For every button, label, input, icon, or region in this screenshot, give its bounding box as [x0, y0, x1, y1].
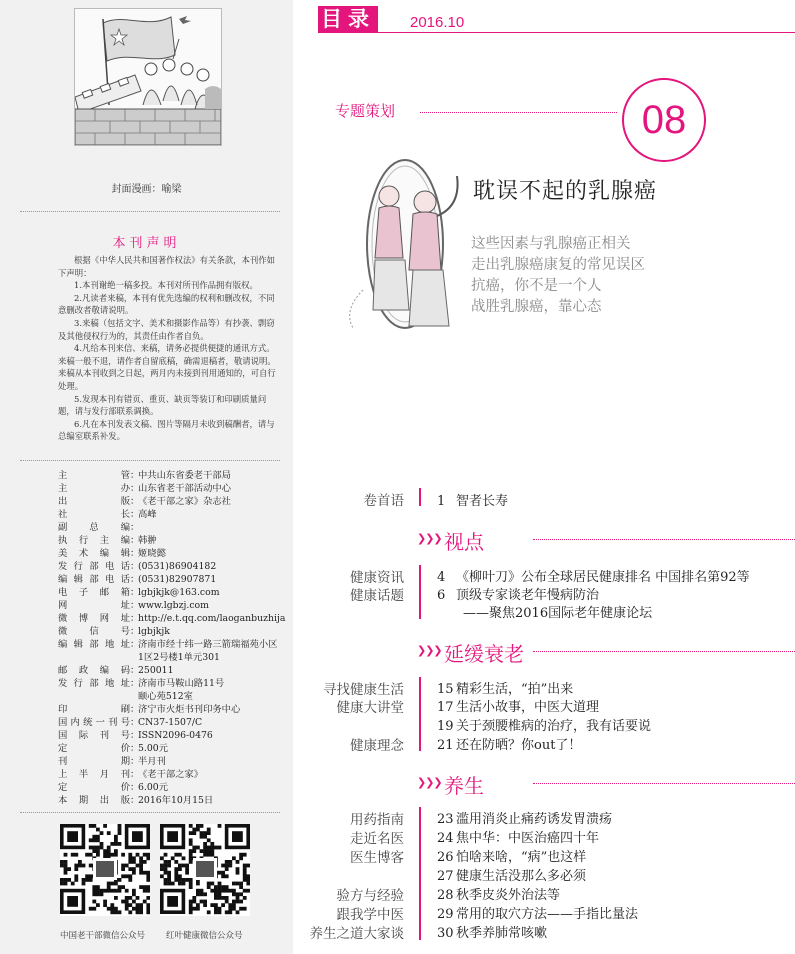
triple-chevron-icon: ❯❯❯	[417, 532, 442, 545]
entry-page: 24	[437, 831, 454, 846]
colophon-value: CN37-1507/C	[138, 717, 203, 728]
colophon-row	[58, 534, 290, 547]
colophon-row	[58, 573, 290, 586]
notice-paragraph: 6.凡在本刊发表文稿、图片等隔月未收到稿酬者，请与总编室联系补发。	[58, 418, 275, 442]
colophon-key: 社长	[58, 509, 130, 520]
toc-entry[interactable]	[437, 696, 599, 715]
triple-chevron-icon: ❯❯❯	[417, 776, 442, 789]
colophon-value: 250011	[138, 665, 174, 676]
cover-caption: 封面漫画：喻梁	[111, 184, 182, 195]
colophon-key: 定价	[58, 782, 130, 793]
feature-item[interactable]: 走出乳腺癌康复的常见误区	[471, 257, 645, 273]
feature-item[interactable]: 抗癌，你不是一个人	[471, 278, 602, 294]
colophon-value: (0531)82907871	[138, 574, 217, 585]
colophon-key: 电子邮箱	[58, 587, 130, 598]
colophon-key: 发行部地址	[58, 678, 130, 689]
feature-label: 专题策划	[335, 102, 396, 120]
colophon-row	[58, 495, 290, 508]
colophon-colon	[130, 690, 138, 703]
colophon-value: 姬晓懿	[138, 548, 166, 559]
section-name: 验方与经验	[336, 888, 404, 904]
colophon-row	[58, 768, 290, 781]
colophon-row	[58, 729, 290, 742]
colophon-colon: ：	[130, 730, 140, 741]
colophon-value: 中共山东省委老干部局	[138, 470, 231, 481]
qr-code-right	[160, 824, 250, 916]
entry-page: 15	[437, 682, 454, 697]
notice-paragraph: 4.凡给本刊来信、来稿，请务必提供便捷的通讯方式。来稿一般不退，请作者自留底稿，确需退稿者，敬请说明。来稿从本刊收到之日起，两月内未接到刊用通知的，可自行处理。	[58, 343, 276, 391]
colophon-value: 济宁市火炬书刊印务中心	[138, 704, 241, 715]
colophon-key: 主办	[58, 483, 130, 494]
entry-title: 秋季养肺常咳嗽	[456, 926, 548, 941]
toc-entry[interactable]	[437, 734, 581, 753]
toc-entry[interactable]	[437, 846, 586, 865]
colophon-colon: ：	[130, 535, 140, 546]
toc-title: 目录	[321, 7, 375, 31]
feature-item[interactable]: 战胜乳腺癌，靠心态	[471, 299, 602, 315]
qr-code-icon	[160, 824, 250, 916]
colophon-value: 济南市经十纬一路三箭瑞福苑小区	[138, 639, 278, 650]
colophon-key: 副总编	[58, 522, 130, 533]
colophon-key	[58, 690, 130, 703]
entry-title: 健康生活没那么多必须	[456, 869, 587, 884]
feature-rule	[420, 112, 617, 113]
colophon-value	[138, 521, 290, 534]
colophon-row	[58, 469, 290, 482]
colophon-value: 高峰	[138, 509, 157, 520]
colophon-value: 韩翀	[138, 535, 157, 546]
colophon-key: 发行部电话	[58, 561, 130, 572]
colophon-value: 《老干部之家》	[138, 769, 204, 780]
notice-paragraph: 2.凡读者来稿，本刊有优先选编的权利和删改权，不同意删改者敬请说明。	[58, 292, 275, 316]
colophon-colon: ：	[130, 756, 140, 767]
qr-caption-right: 红叶健康微信公众号	[166, 931, 243, 941]
heading-rule	[533, 539, 795, 540]
colophon-value: 《老干部之家》杂志社	[138, 496, 231, 507]
colophon-colon: ：	[130, 496, 140, 507]
toc-entry[interactable]	[437, 884, 560, 903]
colophon-colon: ：	[130, 509, 140, 520]
colophon-key: 微博网址	[58, 613, 130, 624]
colophon-row	[58, 690, 290, 703]
colophon-row	[58, 586, 290, 599]
colophon-row	[58, 664, 290, 677]
heading-text: 延缓衰老	[444, 642, 524, 666]
toc-entry[interactable]	[437, 922, 547, 941]
colophon-colon: ：	[130, 626, 140, 637]
entry-page: 4	[437, 570, 446, 585]
colophon-colon: ：	[130, 587, 140, 598]
colophon-value: lgbjkjk@163.com	[138, 587, 220, 598]
entry-title: 滥用消炎止痛药诱发胃溃疡	[456, 812, 613, 827]
left-column	[0, 0, 293, 954]
section-name: 跟我学中医	[336, 907, 404, 923]
colophon-row	[58, 547, 290, 560]
colophon-colon: ：	[130, 743, 140, 754]
feature-items	[471, 234, 645, 318]
toc-entry[interactable]	[437, 715, 651, 734]
section-bar	[419, 807, 421, 940]
entry-page: 27	[437, 869, 454, 884]
colophon-row	[58, 508, 290, 521]
feature-title[interactable]: 耽误不起的乳腺癌	[473, 179, 658, 204]
colophon	[58, 469, 290, 807]
header-rule	[318, 32, 795, 33]
section-bar	[419, 677, 421, 751]
colophon-row	[58, 612, 290, 625]
notice-title: 本刊声明	[112, 236, 181, 251]
colophon-value: 2016年10月15日	[138, 795, 214, 806]
colophon-row	[58, 716, 290, 729]
colophon-value: www.lgbzj.com	[138, 600, 209, 611]
colophon-colon: ：	[130, 639, 140, 650]
heading-rule	[533, 651, 795, 652]
colophon-value: 济南市马鞍山路11号	[138, 678, 225, 689]
heading-rule	[533, 783, 795, 784]
colophon-key: 微信号	[58, 626, 130, 637]
colophon-row	[58, 742, 290, 755]
notice-paragraph: 3.来稿（包括文字、美术和摄影作品等）有抄袭、剽窃及其他侵权行为的，其责任由作者自负。	[58, 317, 275, 341]
section-name: 健康理念	[350, 738, 404, 754]
section-bar	[419, 488, 421, 506]
entry-title: 还在防晒？你out了！	[456, 738, 582, 753]
entry-page: 30	[437, 926, 454, 941]
entry-page: 29	[437, 907, 454, 922]
notice-paragraph: 根据《中华人民共和国著作权法》有关条款，本刊作如下声明：	[58, 255, 275, 278]
entry-title: 焦中华：中医治癌四十年	[456, 831, 600, 846]
colophon-row	[58, 781, 290, 794]
toc-entry[interactable]	[437, 808, 612, 827]
colophon-key: 邮政编码	[58, 665, 130, 676]
section-name: 医生博客	[350, 850, 404, 866]
colophon-value: (0531)86904182	[138, 561, 217, 572]
notice-body	[58, 254, 276, 443]
colophon-colon: ：	[130, 548, 140, 559]
heading-text: 视点	[444, 530, 484, 554]
colophon-colon: ：	[130, 574, 140, 585]
feature-illustration	[323, 150, 473, 330]
colophon-colon: ：	[130, 704, 140, 715]
divider	[20, 211, 280, 212]
toc-entry[interactable]	[437, 584, 599, 603]
colophon-row	[58, 755, 290, 768]
section-name: 寻找健康生活	[323, 682, 404, 698]
colophon-colon: ：	[130, 678, 140, 689]
cover-cartoon	[74, 8, 222, 146]
entry-page: 6	[437, 588, 446, 603]
entry-title: 精彩生活，“拍”出来	[456, 682, 574, 697]
colophon-colon: ：	[130, 483, 140, 494]
colophon-key: 编辑部电话	[58, 574, 130, 585]
issue-date: 2016.10	[410, 14, 465, 31]
section-preface: 卷首语	[363, 493, 404, 509]
qr-code-icon	[60, 824, 150, 916]
colophon-colon: ：	[130, 769, 140, 780]
mirror-woman-icon	[323, 150, 473, 330]
feature-item[interactable]: 这些因素与乳腺癌正相关	[471, 236, 631, 252]
section-name: 健康大讲堂	[336, 700, 404, 716]
entry-title: 顶级专家谈老年慢病防治	[456, 588, 600, 603]
triple-chevron-icon: ❯❯❯	[417, 644, 442, 657]
colophon-row	[58, 625, 290, 638]
colophon-key: 国内统一刊号	[58, 717, 130, 728]
toc-entry[interactable]	[437, 827, 599, 846]
entry-page: 19	[437, 719, 454, 734]
colophon-row	[58, 521, 290, 534]
colophon-key: 本期出版	[58, 795, 130, 806]
section-name: 健康话题	[350, 588, 404, 604]
cover-illustration	[75, 9, 221, 145]
qr-code-left	[60, 824, 150, 916]
colophon-row	[58, 638, 290, 651]
colophon-row	[58, 599, 290, 612]
colophon-value: 山东省老干部活动中心	[138, 483, 231, 494]
toc-column	[293, 0, 795, 954]
toc-entry[interactable]	[437, 903, 638, 922]
entry-page: 17	[437, 700, 454, 715]
section-name: 养生之道大家谈	[309, 926, 404, 942]
colophon-colon: ：	[130, 782, 140, 793]
colophon-colon: ：	[130, 522, 140, 533]
entry-title: 智者长寿	[456, 494, 509, 509]
entry-page: 1	[437, 494, 446, 509]
colophon-key: 刊期	[58, 756, 130, 767]
section-name: 用药指南	[350, 812, 404, 828]
entry-page: 28	[437, 888, 454, 903]
colophon-value: http://e.t.qq.com/laoganbuzhija	[138, 613, 286, 624]
divider	[20, 812, 280, 813]
colophon-colon: ：	[130, 600, 140, 611]
colophon-colon: ：	[130, 795, 140, 806]
colophon-row	[58, 651, 290, 664]
colophon-colon: ：	[130, 470, 140, 481]
colophon-value: ISSN2096-0476	[138, 730, 213, 741]
colophon-colon	[130, 651, 138, 664]
colophon-value: 5.00元	[138, 743, 168, 754]
colophon-key: 主管	[58, 470, 130, 481]
entry-title: 怕啥来啥，“病”也这样	[456, 850, 587, 865]
colophon-value: 半月刊	[138, 756, 166, 767]
entry-page: 26	[437, 850, 454, 865]
colophon-key: 出版	[58, 496, 130, 507]
colophon-key	[58, 651, 130, 664]
toc-entry-subtitle: ——聚焦2016国际老年健康论坛	[463, 606, 653, 621]
entry-page: 21	[437, 738, 454, 753]
heading-text: 养生	[444, 774, 484, 798]
colophon-key: 印刷	[58, 704, 130, 715]
toc-entry-preface[interactable]	[437, 490, 508, 509]
toc-entry[interactable]	[437, 678, 573, 697]
colophon-row	[58, 677, 290, 690]
entry-title: 常用的取穴方法——手指比量法	[456, 907, 639, 922]
notice-paragraph: 5.发现本刊有错页、重页、缺页等装订和印刷质量问题，请与发行部联系调换。	[58, 393, 267, 417]
colophon-row	[58, 794, 290, 807]
colophon-key: 上半月刊	[58, 769, 130, 780]
divider	[20, 460, 280, 461]
toc-entry[interactable]	[437, 865, 586, 884]
entry-title: 关于颈腰椎病的治疗，我有话要说	[456, 719, 652, 734]
colophon-key: 网址	[58, 600, 130, 611]
colophon-value: 6.00元	[138, 782, 168, 793]
section-bar	[419, 565, 421, 619]
colophon-key: 编辑部地址	[58, 639, 130, 650]
entry-title: 《柳叶刀》公布全球居民健康排名 中国排名第92等	[456, 570, 750, 585]
entry-title: 生活小故事，中医大道理	[456, 700, 600, 715]
colophon-colon: ：	[130, 561, 140, 572]
entry-page: 23	[437, 812, 454, 827]
colophon-row	[58, 560, 290, 573]
toc-entry[interactable]	[437, 566, 750, 585]
colophon-key: 定价	[58, 743, 130, 754]
colophon-value: 颐心苑512室	[138, 691, 193, 702]
colophon-key: 国际刊号	[58, 730, 130, 741]
section-name: 走近名医	[350, 831, 404, 847]
colophon-value: 1区2号楼1单元301	[138, 652, 220, 663]
feature-page-number[interactable]: 08	[622, 78, 706, 162]
colophon-value: lgbjkjk	[138, 626, 170, 637]
colophon-colon: ：	[130, 665, 140, 676]
entry-title: 秋季皮炎外治法等	[456, 888, 561, 903]
colophon-colon: ：	[130, 717, 140, 728]
colophon-row	[58, 703, 290, 716]
section-name: 健康资讯	[350, 570, 404, 586]
colophon-key: 执行主编	[58, 535, 130, 546]
notice-paragraph: 1.本刊谢绝一稿多投。本刊对所刊作品拥有版权。	[74, 280, 258, 291]
colophon-colon: ：	[130, 613, 140, 624]
colophon-key: 美术编辑	[58, 548, 130, 559]
colophon-row	[58, 482, 290, 495]
qr-caption-left: 中国老干部微信公众号	[60, 931, 146, 941]
